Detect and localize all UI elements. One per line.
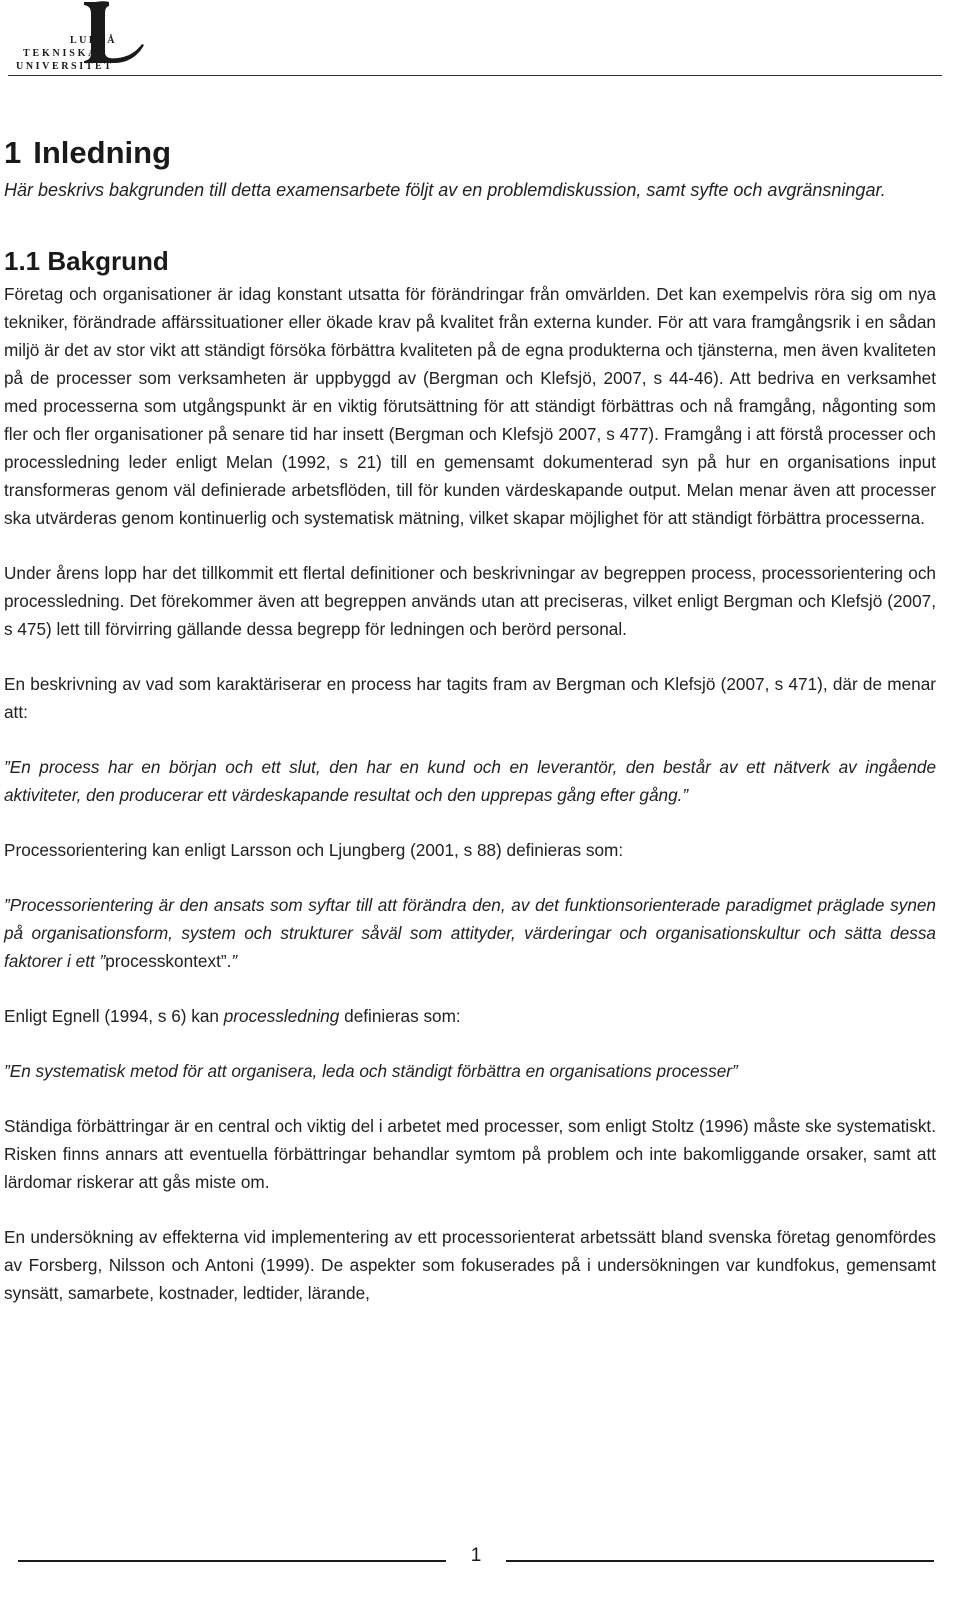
logo-text-lulea: LULEÅ	[70, 35, 117, 46]
paragraph-1-part-c: Att bedriva en verksamhet med processerna som utgångspunkt är en viktig förutsättning för att ständigt förbättras och nå framgång, någonting som fler och fler organisationer på senare tid har insett (Bergman och Klefsjö 2007, s 477). Framgång i att förstå processer och processledning leder enligt Melan (1992, s 21) till en gemensamt dokumenterad syn på hur en organisations input transformeras genom väl definierade arbetsflöden, till för kunden värdeskapande output. Melan menar även att processer ska utvärderas genom kontinuerlig och systematisk mätning, vilket skapar möjlighet för att ständigt förbättra processerna.	[4, 368, 936, 528]
paragraph-3: En beskrivning av vad som karaktäriserar en process har tagits fram av Bergman och Klefsjö (2007, s 471), där de menar att:	[4, 674, 936, 722]
university-logo	[10, 0, 150, 76]
chapter-intro: Här beskrivs bakgrunden till detta examensarbete följt av en problemdiskussion, samt syfte och avgränsningar.	[4, 180, 886, 200]
document-body	[4, 130, 936, 1307]
paragraph-2: Under årens lopp har det tillkommit ett flertal definitioner och beskrivningar av begreppen process, processorientering och processledning. Det förekommer även att begreppen används utan att preciseras, vilket enligt Bergman och Klefsjö (2007, s 475) lett till förvirring gällande dessa begrepp för ledningen och berörd personal.	[4, 563, 936, 639]
footer-rule-left	[18, 1560, 446, 1562]
footer-rule-right	[506, 1560, 934, 1562]
section-heading	[4, 242, 936, 280]
quote-process-definition: ”En process har en början och ett slut, den har en kund och en leverantör, den består av ett nätverk av ingående aktiviteter, den producerar ett värdeskapande resultat och den upprepas gång efter gång.”	[4, 757, 936, 805]
paragraph-5-post: definieras som:	[339, 1006, 461, 1026]
logo-text-universitet: UNIVERSITET	[16, 61, 114, 72]
paragraph-7: En undersökning av effekterna vid implementering av ett processorienterat arbetssätt bland svenska företag genomfördes av Forsberg, Nilsson och Antoni (1999). De aspekter som fokuserades på i undersökningen var kundfokus, gemensamt synsätt, samarbete, kostnader, ledtider, lärande,	[4, 1227, 936, 1303]
chapter-title: Inledning	[33, 135, 172, 170]
quote-processorientering-plain: processkontext”.	[105, 951, 232, 971]
quote-processorientering	[4, 891, 936, 975]
paragraph-5	[4, 1002, 936, 1030]
paragraph-1	[4, 280, 936, 532]
paragraph-5-term: processledning	[223, 1006, 340, 1026]
quote-processorientering-italic: ”Processorientering är den ansats som syftar till att förändra den, av det funktionsorienterade paradigmet präglade synen på organisationsform, system och strukturer såväl som attityder, värderingar och organisationskultur och sätta dessa faktorer i ett ”	[4, 895, 936, 971]
quote-processledning: ”En systematisk metod för att organisera, leda och ständigt förbättra en organisations processer”	[4, 1061, 738, 1081]
logo-text-tekniska: TEKNISKA	[23, 48, 99, 59]
section-title: Bakgrund	[47, 246, 169, 276]
chapter-number: 1	[4, 135, 22, 170]
page-number: 1	[470, 1545, 482, 1566]
header-rule	[8, 75, 942, 76]
paragraph-4: Processorientering kan enligt Larsson och Ljungberg (2001, s 88) definieras som:	[4, 840, 624, 860]
section-number: 1.1	[4, 246, 41, 276]
paragraph-1-part-b: För att vara framgångsrik i en sådan miljö är det av stor vikt att ständigt försöka förbättra kvaliteten på de egna produkterna och tjänsterna, men även kvaliteten på de processer som verksamheten är uppbyggd av (Bergman och Klefsjö, 2007, s 44-46).	[4, 312, 936, 388]
chapter-heading	[4, 130, 936, 176]
paragraph-5-pre: Enligt Egnell (1994, s 6) kan	[4, 1006, 224, 1026]
quote-processorientering-end: ”	[231, 951, 238, 971]
paragraph-1-part-a: Företag och organisationer är idag konstant utsatta för förändringar från omvärlden. Det kan exempelvis röra sig om nya tekniker, förändrade affärssituationer eller ökade krav på kvalitet från externa kunder.	[4, 284, 936, 332]
paragraph-6: Ständiga förbättringar är en central och viktig del i arbetet med processer, som enligt Stoltz (1996) måste ske systematiskt. Risken finns annars att eventuella förbättringar behandlar symtom på problem och inte bakomliggande orsaker, samt att lärdomar riskerar att gås miste om.	[4, 1116, 936, 1192]
